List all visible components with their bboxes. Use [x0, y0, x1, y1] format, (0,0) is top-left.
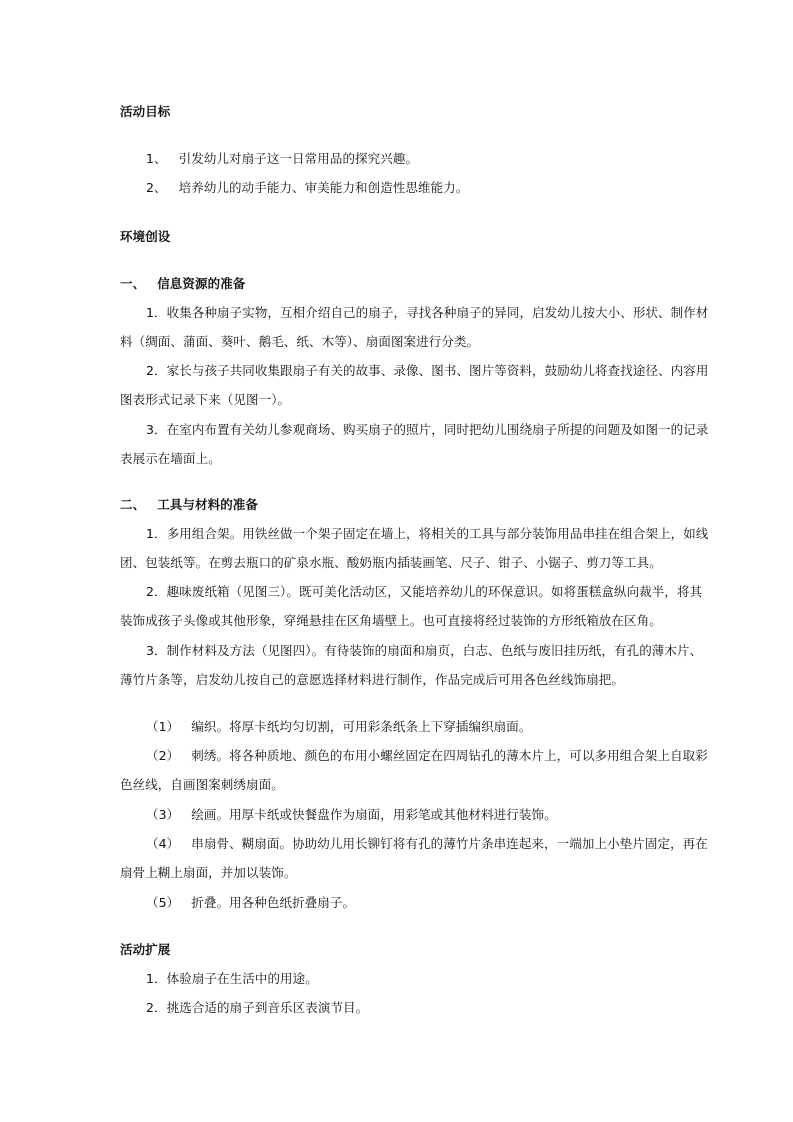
step-3 [146, 807, 557, 823]
extension-item-2: 2．挑选合适的扇子到音乐区表演节目。 [146, 1000, 369, 1015]
part1-num: 一、 [120, 276, 146, 291]
part2-p2-line1: 2．趣味废纸箱（见图三）。既可美化活动区，又能培养幼儿的环保意识。如将蛋糕盒纵向裁半，将其 [146, 584, 703, 599]
step-4 [146, 836, 708, 852]
step-2-line2: 色丝线，自画图案刺绣扇面。 [120, 777, 284, 792]
step-1 [146, 719, 531, 735]
extension-item-1: 1．体验扇子在生活中的用途。 [146, 971, 318, 986]
environment-heading: 环境创设 [120, 229, 171, 244]
part1-p1-line1: 1．收集各种扇子实物，互相介绍自己的扇子，寻找各种扇子的异同，启发幼儿按大小、形状、制作材 [146, 305, 709, 320]
step-2-num: （2） [146, 748, 180, 763]
step-4-num: （4） [146, 836, 180, 851]
part2-heading [120, 497, 258, 513]
part2-p2-line2: 装饰成孩子头像或其他形象，穿绳悬挂在区角墙壁上。也可直接将经过装饰的方形纸箱放在区角。 [120, 613, 662, 628]
part1-p2-line2: 图表形式记录下来（见图一）。 [120, 392, 291, 407]
extension-heading: 活动扩展 [120, 942, 171, 957]
goal-item-2 [146, 180, 468, 196]
step-5-text: 折叠。用各种色纸折叠扇子。 [191, 895, 356, 910]
step-5-num: （5） [146, 895, 180, 910]
step-4-text: 串扇骨、糊扇面。协助幼儿用长铆钉将有孔的薄竹片条串连起来，一端加上小垫片固定，再在 [191, 836, 708, 851]
goal-item-2-text: 培养幼儿的动手能力、审美能力和创造性思维能力。 [178, 180, 469, 195]
goals-heading: 活动目标 [120, 104, 171, 119]
step-3-text: 绘画。用厚卡纸或快餐盘作为扇面，用彩笔或其他材料进行装饰。 [191, 807, 557, 822]
part1-p1-line2: 料（绸面、蒲面、葵叶、鹅毛、纸、木等）、扇面图案进行分类。 [120, 334, 480, 349]
part2-p1-line1: 1．多用组合架。用铁丝做一个架子固定在墙上，将相关的工具与部分装饰用品串挂在组合架上，如线 [146, 526, 709, 541]
step-2 [146, 748, 708, 764]
part2-p3-line1: 3．制作材料及方法（见图四）。有待装饰的扇面和扇页，白志、色纸与废旧挂历纸，有孔的薄木片、 [146, 643, 703, 658]
part2-title: 工具与材料的准备 [157, 497, 259, 512]
part2-p3-line2: 薄竹片条等，启发幼儿按自己的意愿选择材料进行制作，作品完成后可用各色丝线饰扇把。 [120, 672, 625, 687]
part1-title: 信息资源的准备 [157, 276, 246, 291]
step-4-line2: 扇骨上糊上扇面，并加以装饰。 [120, 865, 297, 880]
goal-item-2-num: 2、 [146, 180, 167, 195]
goal-item-1 [146, 151, 418, 167]
part1-p3-line1: 3．在室内布置有关幼儿参观商场、购买扇子的照片，同时把幼儿围绕扇子所提的问题及如图一的记录 [146, 422, 709, 437]
part2-num: 二、 [120, 497, 146, 512]
step-1-text: 编织。将厚卡纸均匀切割，可用彩条纸条上下穿插编织扇面。 [191, 719, 532, 734]
step-1-num: （1） [146, 719, 180, 734]
goal-item-1-text: 引发幼儿对扇子这一日常用品的探究兴趣。 [178, 151, 419, 166]
step-5 [146, 895, 355, 911]
part1-p2-line1: 2．家长与孩子共同收集跟扇子有关的故事、录像、图书、图片等资料，鼓励幼儿将查找途径、内容用 [146, 363, 709, 378]
part2-p1-line2: 团、包装纸等。在剪去瓶口的矿泉水瓶、酸奶瓶内插装画笔、尺子、钳子、小锯子、剪刀等工具。 [120, 555, 662, 570]
part1-heading [120, 276, 245, 292]
goal-item-1-num: 1、 [146, 151, 167, 166]
step-3-num: （3） [146, 807, 180, 822]
step-2-text: 刺绣。将各种质地、颜色的布用小螺丝固定在四周钻孔的薄木片上，可以多用组合架上自取彩 [191, 748, 708, 763]
part1-p3-line2: 表展示在墙面上。 [120, 451, 221, 466]
